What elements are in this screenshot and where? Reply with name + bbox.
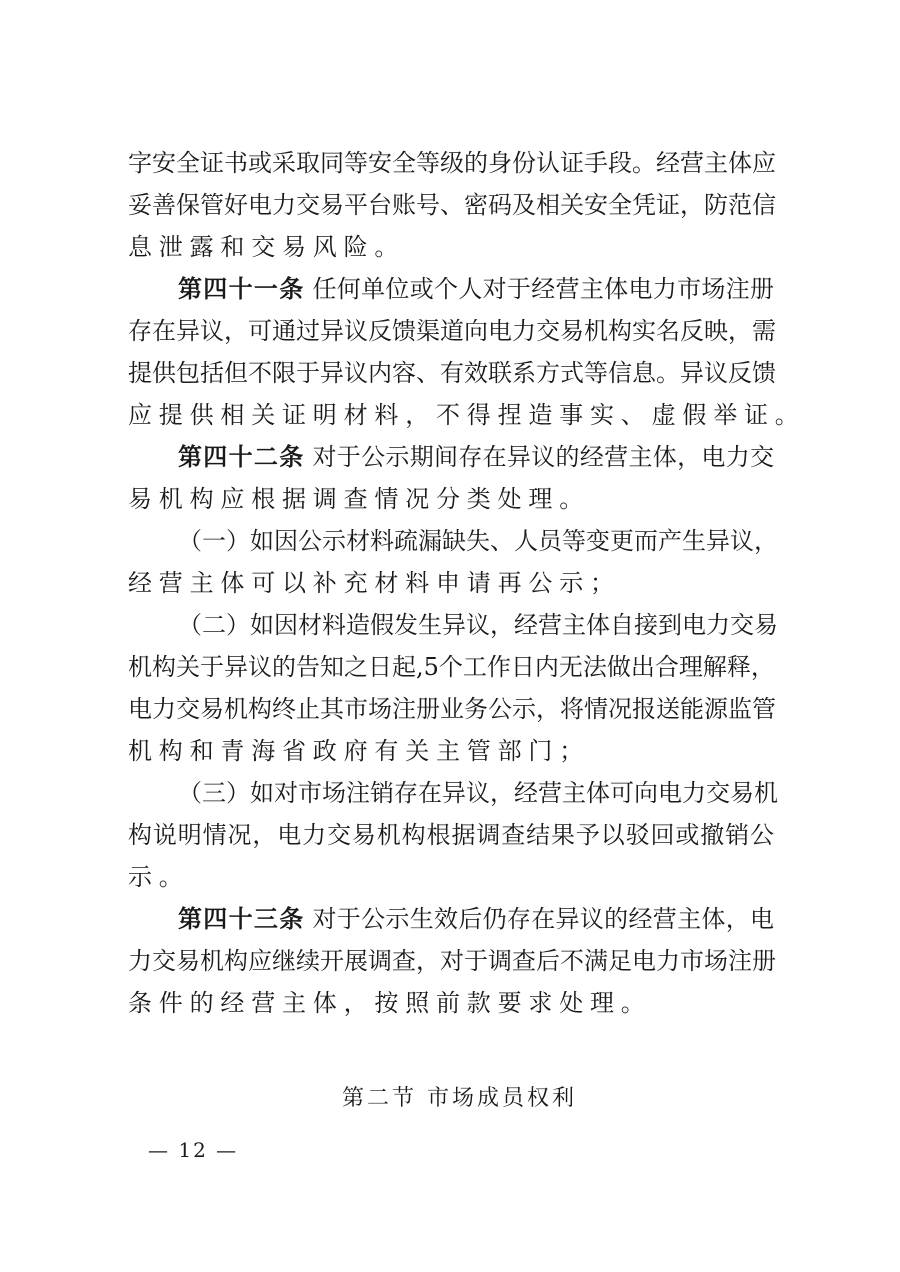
text-line: 息泄露和交易风险。 [128,233,406,261]
text-line: 示。 [128,863,190,891]
text-line: 存在异议，可通过异议反馈渠道向电力交易机构实名反映，需 [128,317,776,345]
text-span: 对于公示期间存在异议的经营主体，电力交 [312,443,775,471]
text-line: 经营主体可以补充材料申请再公示； [128,569,621,597]
article-42-first-line [128,436,774,478]
text-line: 机构和青海省政府有关主管部门； [128,737,590,765]
text-span: 对于公示生效后仍存在异议的经营主体，电 [312,905,775,933]
text-span: 任何单位或个人对于经营主体电力市场注册 [312,275,775,303]
item-1-first-line: （一）如因公示材料疏漏缺失、人员等变更而产生异议， [178,527,778,555]
article-43-first-line [128,898,774,940]
text-line: 条件的经营主体，按照前款要求处理。 [128,989,652,1017]
item-3-first-line: （三）如对市场注销存在异议，经营主体可向电力交易机 [178,779,778,807]
text-line: 力交易机构应继续开展调查，对于调查后不满足电力市场注册 [128,947,776,975]
page-number: — 12 — [148,1138,239,1162]
text-line: 机构关于异议的告知之日起,5个工作日内无法做出合理解释， [128,653,775,681]
article-label: 第四十三条 [178,905,305,933]
article-label: 第四十二条 [178,443,305,471]
section-heading: 第二节 市场成员权利 [342,1086,577,1111]
text-line: 应提供相关证明材料，不得捏造事实、虚假举证。 [128,401,806,429]
article-41-first-line [128,268,774,310]
text-line: 提供包括但不限于异议内容、有效联系方式等信息。异议反馈 [128,359,776,387]
item-2-first-line: （二）如因材料造假发生异议，经营主体自接到电力交易 [178,611,778,639]
text-line: 构说明情况，电力交易机构根据调查结果予以驳回或撤销公 [128,821,774,849]
article-label: 第四十一条 [178,275,305,303]
text-line: 妥善保管好电力交易平台账号、密码及相关安全凭证，防范信 [128,191,776,219]
text-line: 字安全证书或采取同等安全等级的身份认证手段。经营主体应 [128,149,776,177]
text-line: 易机构应根据调查情况分类处理。 [128,485,590,513]
text-line: 电力交易机构终止其市场注册业务公示，将情况报送能源监管 [128,695,776,723]
